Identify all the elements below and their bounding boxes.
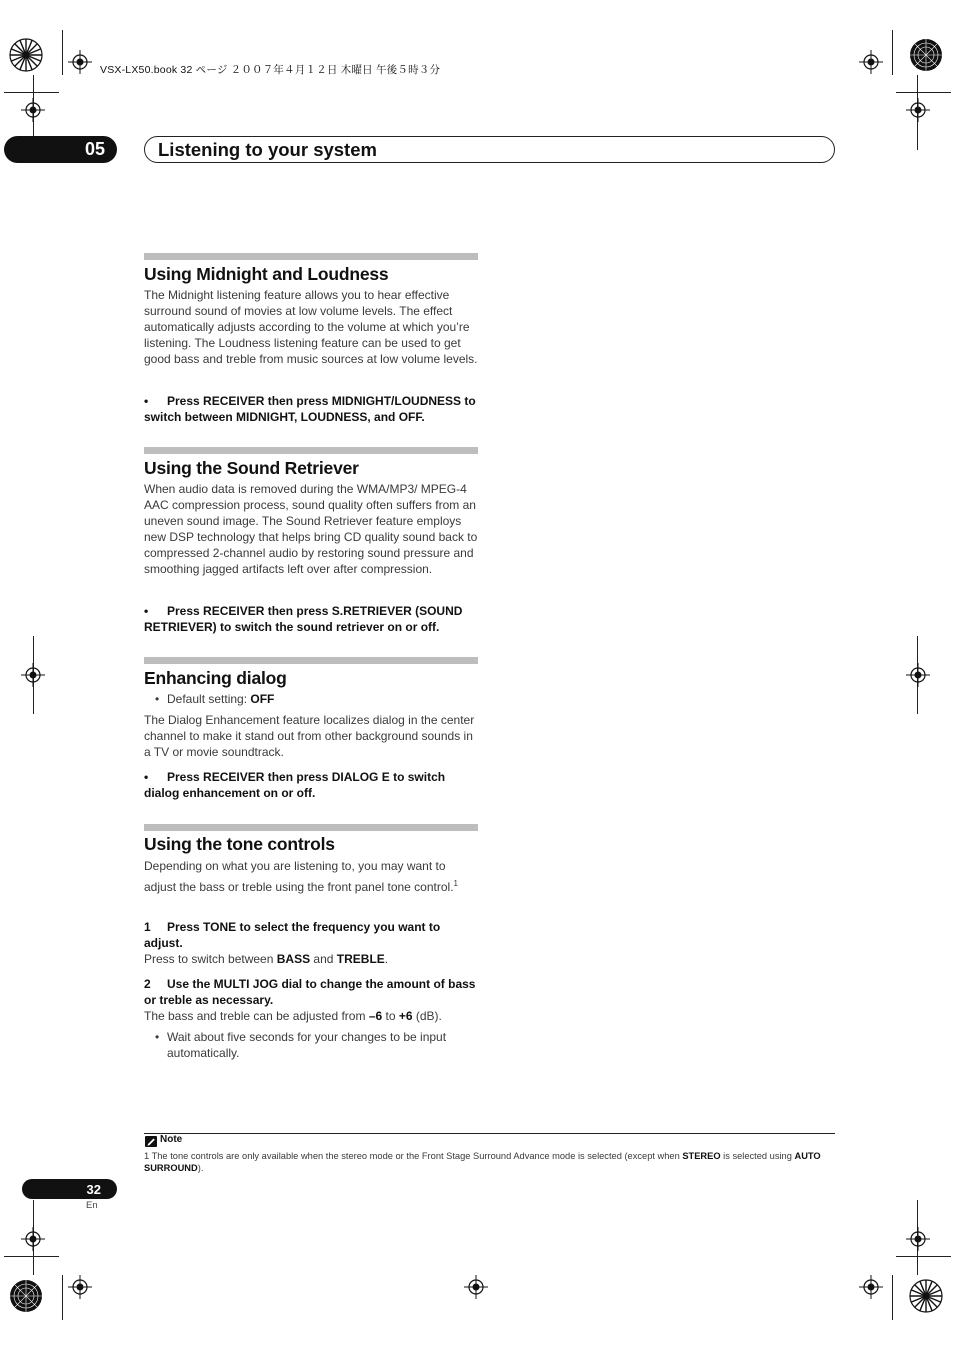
- section-divider: [144, 824, 478, 831]
- section-divider: [144, 253, 478, 260]
- starburst-mark-icon: [909, 38, 943, 72]
- instruction-midnight: [144, 393, 480, 425]
- detail-text: Press to switch between: [144, 952, 277, 966]
- stereo-label: STEREO: [682, 1151, 721, 1161]
- registration-mark-icon: [906, 98, 930, 122]
- treble-label: TREBLE: [336, 952, 385, 966]
- page-number: 32: [22, 1179, 117, 1199]
- section-divider: [144, 447, 478, 454]
- registration-mark-icon: [21, 663, 45, 687]
- step-text: Press TONE to select the frequency you want to adjust.: [144, 920, 441, 950]
- section-title-dialog: Enhancing dialog: [144, 668, 287, 688]
- detail-text: The bass and treble can be adjusted from: [144, 1009, 369, 1023]
- instruction-text: Press RECEIVER then press MIDNIGHT/LOUDNESS to switch between MIDNIGHT, LOUDNESS, and OFF.: [144, 394, 476, 424]
- section-body-dialog: The Dialog Enhancement feature localizes dialog in the center channel to make it stand out from other background sounds in a TV or movie soundtrack.: [144, 713, 475, 759]
- instruction-text: Press RECEIVER then press DIALOG E to switch dialog enhancement on or off.: [144, 770, 446, 800]
- note-body: is selected using: [720, 1151, 795, 1161]
- detail-text: .: [384, 952, 389, 966]
- instruction-text: Press RECEIVER then press S.RETRIEVER (SOUND RETRIEVER) to switch the sound retriever on or off.: [144, 604, 463, 634]
- pencil-note-icon: [145, 1136, 157, 1147]
- registration-mark-icon: [68, 50, 92, 74]
- starburst-mark-icon: [9, 38, 43, 72]
- detail-text: (dB).: [412, 1009, 442, 1023]
- step-number: 2: [144, 977, 151, 991]
- page-language: En: [86, 1200, 98, 1211]
- step-1: [144, 919, 480, 951]
- default-setting-value: OFF: [250, 692, 275, 706]
- instruction-dialog: [144, 769, 480, 801]
- note-body: ).: [197, 1163, 204, 1173]
- default-setting-label: Default setting:: [167, 692, 251, 706]
- footnote-ref: 1: [453, 879, 458, 888]
- section-body-midnight: The Midnight listening feature allows you to hear effective surround sound of movies at low volume levels. The effect automatically adjusts according to the volume at which you’re listening. The Loudness listening feature can be used to get good bass and treble from music sources at low volume levels.: [144, 288, 478, 366]
- step-number: 1: [144, 920, 151, 934]
- bass-label: BASS: [276, 952, 311, 966]
- default-setting: [155, 691, 480, 707]
- starburst-mark-icon: [9, 1279, 43, 1313]
- step-1-detail: [144, 951, 480, 967]
- tone-bullet: [155, 1029, 480, 1061]
- tone-body-text: Depending on what you are listening to, you may want to adjust the bass or treble using the front panel tone control.: [144, 859, 454, 894]
- bullet: •: [155, 692, 160, 706]
- bullet: •: [144, 394, 149, 408]
- starburst-mark-icon: [909, 1279, 943, 1313]
- section-title-tone: Using the tone controls: [144, 834, 335, 854]
- registration-mark-icon: [859, 50, 883, 74]
- registration-mark-icon: [68, 1275, 92, 1299]
- max-value: +6: [398, 1009, 413, 1023]
- step-2: [144, 976, 480, 1008]
- registration-mark-icon: [21, 1227, 45, 1251]
- auto-surround-label: AUTO SURROUND: [144, 1151, 821, 1173]
- registration-mark-icon: [859, 1275, 883, 1299]
- note-text: [144, 1150, 834, 1174]
- chapter-number: 05: [4, 136, 117, 163]
- section-title-midnight: Using Midnight and Loudness: [144, 264, 389, 284]
- instruction-retriever: [144, 603, 480, 635]
- bullet: •: [144, 770, 149, 784]
- registration-mark-icon: [906, 1227, 930, 1251]
- detail-text: and: [310, 952, 337, 966]
- step-text: Use the MULTI JOG dial to change the amount of bass or treble as necessary.: [144, 977, 476, 1007]
- section-body-tone: [144, 858, 480, 896]
- print-header: VSX-LX50.book 32 ページ ２００７年４月１２日 木曜日 午後５時３分: [100, 64, 441, 76]
- bullet-text: Wait about five seconds for your changes to be input automatically.: [167, 1030, 447, 1060]
- section-title-retriever: Using the Sound Retriever: [144, 458, 359, 478]
- min-value: –6: [368, 1009, 383, 1023]
- registration-mark-icon: [464, 1275, 488, 1299]
- section-divider: [144, 657, 478, 664]
- note-label: Note: [160, 1134, 183, 1145]
- bullet: •: [155, 1030, 160, 1044]
- section-body-retriever: When audio data is removed during the WMA/MP3/ MPEG-4 AAC compression process, sound quality often suffers from an uneven sound image. The Sound Retriever feature employs new DSP technology that helps bring CD quality sound back to compressed 2-channel audio by restoring sound pressure and smoothing jagged artifacts left over after compression.: [144, 482, 478, 576]
- note-body: 1 The tone controls are only available when the stereo mode or the Front Stage Surround Advance mode is selected (except when: [144, 1151, 683, 1161]
- bullet: •: [144, 604, 149, 618]
- registration-mark-icon: [906, 663, 930, 687]
- detail-text: to: [382, 1009, 399, 1023]
- chapter-title: Listening to your system: [144, 136, 835, 163]
- registration-mark-icon: [21, 98, 45, 122]
- note-divider: [144, 1133, 835, 1134]
- step-2-detail: [144, 1008, 480, 1024]
